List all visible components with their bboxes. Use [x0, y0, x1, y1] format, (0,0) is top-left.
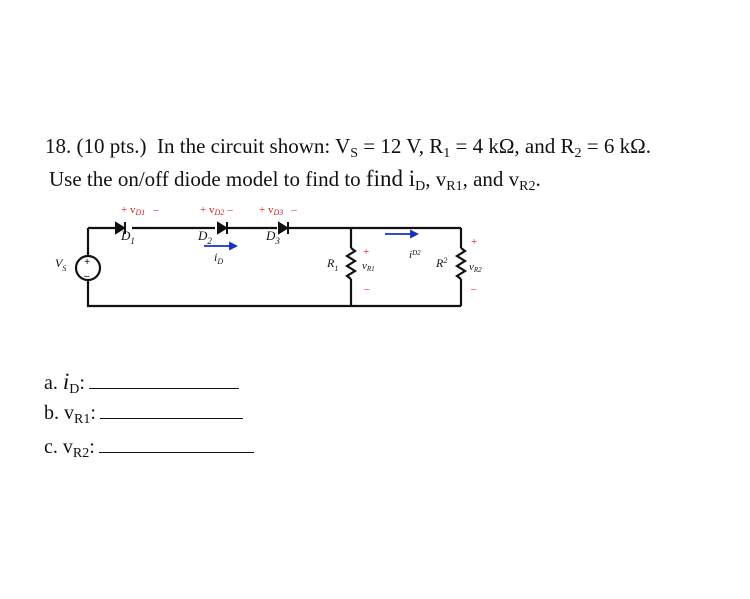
d3-label: $D_3$: [266, 228, 280, 246]
r2-value: = 6 kΩ.: [581, 134, 651, 158]
answer-b-label: b. v: [44, 402, 74, 424]
r1-resistor: [347, 248, 355, 279]
vr2-plus: +: [471, 236, 478, 248]
vs-value: = 12 V, R: [358, 134, 444, 158]
id2-label: $i^{D2}$: [409, 249, 421, 261]
source-minus: –: [84, 270, 90, 282]
vr1-sub: R1: [446, 179, 463, 194]
answer-a-var: i: [62, 369, 70, 394]
d1-label: $D_1$: [121, 228, 135, 246]
source-plus: +: [84, 256, 91, 268]
answer-a-label: a.: [44, 372, 63, 394]
problem-points: (10 pts.): [76, 134, 147, 158]
diode-d2: [218, 223, 226, 233]
d2-label: $D_2$: [198, 228, 212, 246]
problem-text: In the circuit shown: V: [157, 134, 351, 158]
id2-arrow-head: [411, 231, 417, 237]
answer-b-blank[interactable]: [100, 418, 243, 419]
r1-label: $R_1$: [327, 256, 339, 273]
answer-a-blank[interactable]: [89, 388, 239, 389]
vr1-plus: +: [363, 246, 370, 258]
vs-label: $V_S$: [55, 256, 67, 273]
bottom-wire: [88, 280, 461, 306]
answer-a: [44, 369, 239, 395]
r1-sub: 1: [443, 146, 451, 161]
find-text: find i: [365, 166, 416, 191]
sep-2: , and v: [462, 167, 520, 191]
vs-sub: S: [350, 146, 359, 161]
answer-b-colon: :: [90, 402, 96, 424]
answer-c-blank[interactable]: [99, 452, 254, 453]
vd1-label: + vD1 –: [121, 204, 159, 217]
answer-c: [44, 436, 254, 459]
id-arrow-head: [230, 243, 236, 249]
period: .: [535, 167, 541, 191]
answer-c-label: c. v: [44, 436, 73, 458]
vr1-minus: –: [364, 283, 370, 295]
r1-value: = 4 kΩ, and R: [450, 134, 575, 158]
diode-d3: [279, 223, 287, 233]
vr2-minus: –: [471, 283, 477, 295]
vr1-label: vR1: [362, 260, 375, 273]
answer-b-sub: R1: [74, 412, 91, 427]
r2-label: $R^2$: [436, 256, 448, 270]
problem-number: 18.: [45, 134, 72, 158]
sep-1: , v: [425, 167, 447, 191]
instruction-text: Use the on/off diode model to find to: [49, 167, 366, 191]
answer-b: [44, 402, 243, 425]
vr2-label: vR2: [469, 261, 482, 274]
answer-a-sub: D: [69, 382, 80, 397]
answer-c-sub: R2: [72, 446, 90, 461]
vd2-label: + vD2 –: [200, 204, 233, 217]
r2-sub: 2: [574, 146, 582, 161]
id-label: $i_D$: [214, 250, 224, 266]
id-sub: D: [415, 179, 426, 194]
answer-c-colon: :: [89, 436, 95, 458]
vr2-sub: R2: [519, 179, 536, 194]
r2-resistor: [457, 248, 465, 279]
vd3-label: + vD3 –: [259, 204, 297, 217]
answer-a-colon: :: [79, 372, 85, 394]
